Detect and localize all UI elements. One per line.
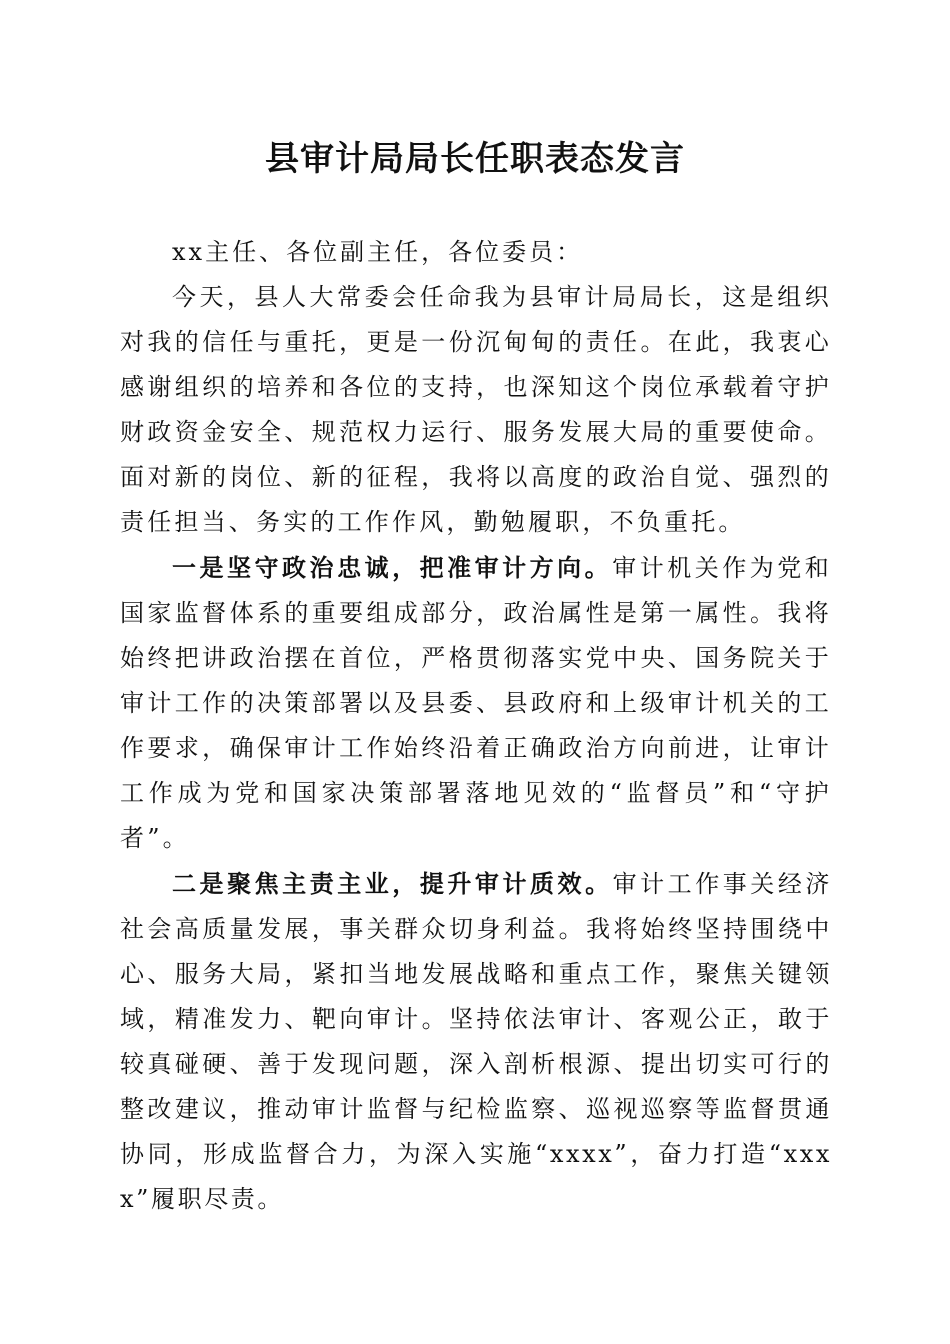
paragraph-text: 审计工作事关经济社会高质量发展，事关群众切身利益。我将始终坚持围绕中心、服务大局，紧扣当地发展战略和重点工作，聚焦关键领域，精准发力、靶向审计。坚持依法审计、客观公正，敢于较真碰硬、善于发现问题，深入剖析根源、提出切实可行的整改建议，推动审计监督与纪检监察、巡视巡察等监督贯通协同，形成监督合力，为深入实施“xxxx”，奋力打造“xxxx”履职尽责。 bbox=[120, 870, 832, 1213]
paragraph-text: 今天，县人大常委会任命我为县审计局局长，这是组织对我的信任与重托，更是一份沉甸甸的责任。在此，我衷心感谢组织的培养和各位的支持，也深知这个岗位承载着守护财政资金安全、规范权力运行、服务发展大局的重要使命。面对新的岗位、新的征程，我将以高度的政治自觉、强烈的责任担当、务实的工作作风，勤勉履职，不负重托。 bbox=[120, 283, 832, 536]
paragraph-point-one bbox=[120, 545, 832, 861]
paragraph-text: 审计机关作为党和国家监督体系的重要组成部分，政治属性是第一属性。我将始终把讲政治摆在首位，严格贯彻落实党中央、国务院关于审计工作的决策部署以及县委、县政府和上级审计机关的工作要求，确保审计工作始终沿着正确政治方向前进，让审计工作成为党和国家决策部署落地见效的“监督员”和“守护者”。 bbox=[120, 554, 832, 852]
salutation: xx主任、各位副主任，各位委员： bbox=[172, 238, 584, 266]
paragraph-opening bbox=[120, 275, 832, 545]
document-body bbox=[120, 230, 832, 1222]
document-title: 县审计局局长任职表态发言 bbox=[265, 139, 685, 179]
paragraph-lead: 二是聚焦主责主业，提升审计质效。 bbox=[172, 869, 613, 898]
paragraph-lead: 一是坚守政治忠诚，把准审计方向。 bbox=[172, 553, 613, 582]
paragraph-point-two bbox=[120, 861, 832, 1222]
